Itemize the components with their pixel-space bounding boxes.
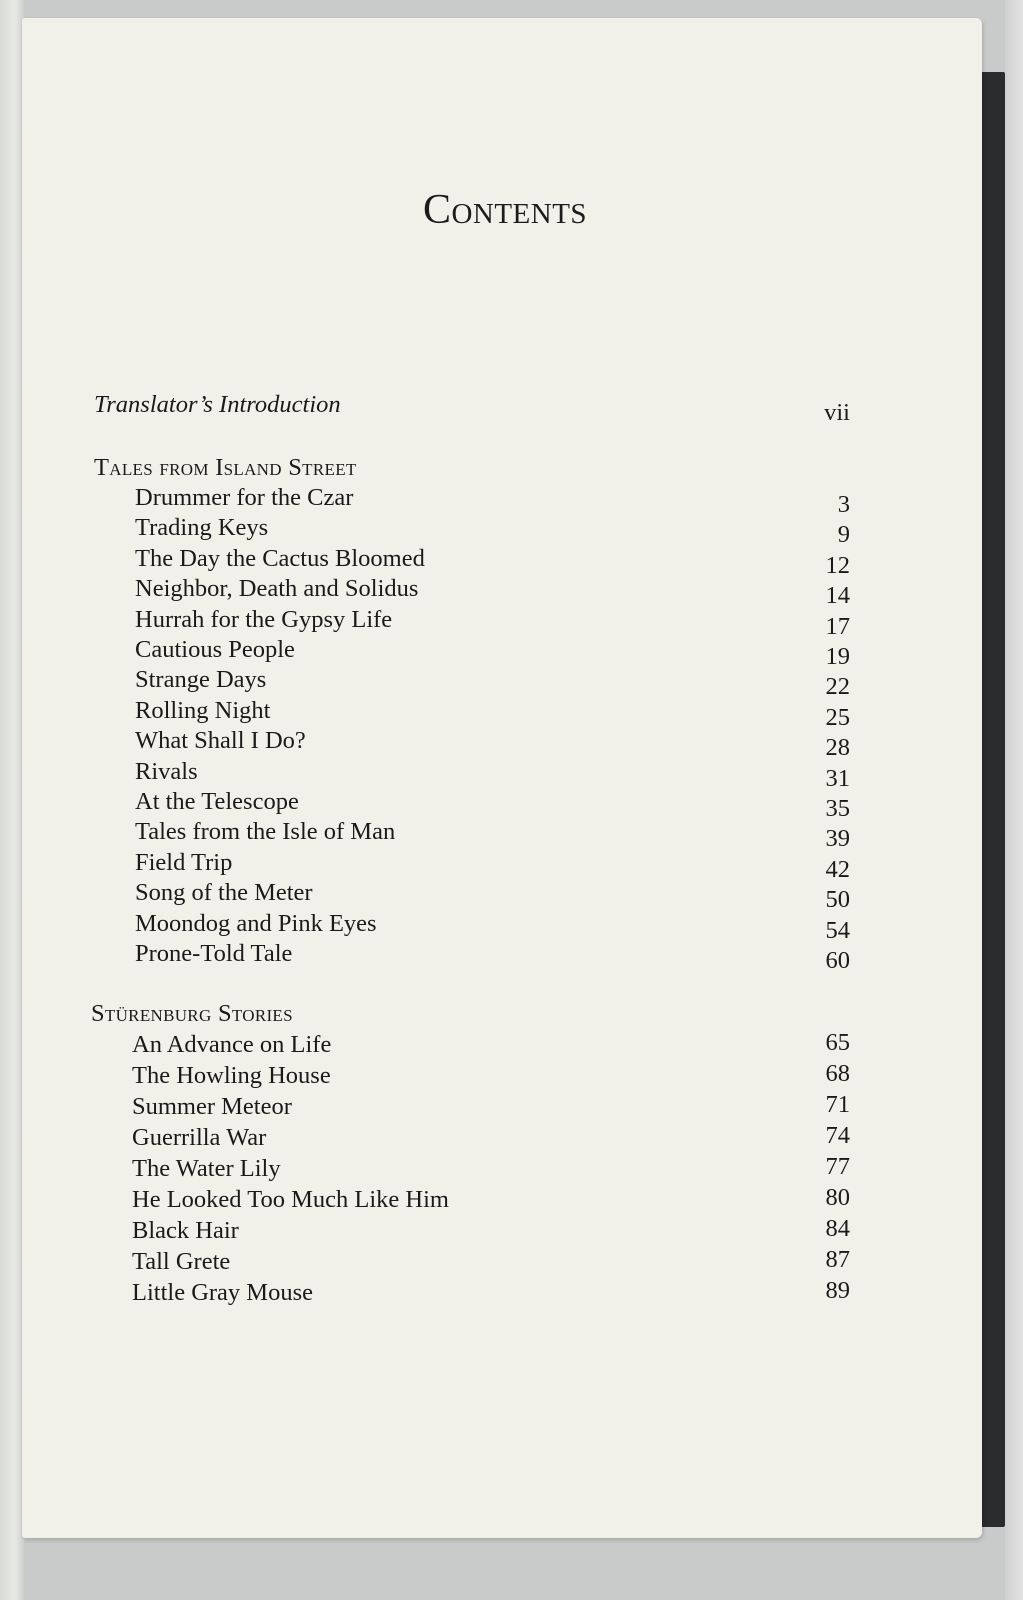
section-heading: Tales from Island Street (94, 454, 357, 481)
toc-entry-page-number: 9 (837, 521, 850, 549)
toc-entry-page-number: 87 (825, 1246, 850, 1273)
toc-entry-title: The Howling House (132, 1062, 331, 1089)
toc-entry-title: He Looked Too Much Like Him (132, 1186, 449, 1213)
toc-entry-page-number: 3 (837, 491, 850, 518)
toc-entry-page-number: 77 (825, 1153, 850, 1180)
toc-entry-title: Rolling Night (135, 696, 271, 724)
toc-entry-page-number: 22 (825, 673, 850, 701)
adjacent-page-edge (0, 0, 24, 1600)
toc-entry-page-number: 54 (825, 916, 850, 944)
toc-entry-page-number: 17 (825, 612, 850, 640)
toc-entry-title: Rivals (135, 757, 198, 785)
toc-entry-title: Moondog and Pink Eyes (135, 909, 377, 937)
toc-entry-page-number: 80 (825, 1184, 850, 1211)
section-heading: Stürenburg Stories (91, 1000, 293, 1027)
toc-entry-title: Song of the Meter (135, 879, 313, 907)
toc-entry-page-number: 65 (825, 1029, 850, 1056)
toc-entry-title: Summer Meteor (132, 1093, 292, 1120)
background-edge (1005, 0, 1023, 1600)
toc-entry-page-number: 28 (825, 734, 850, 762)
toc-entry-title: Field Trip (135, 848, 233, 876)
toc-entry-title: Black Hair (132, 1217, 239, 1244)
intro-page-number: vii (824, 399, 850, 426)
toc-entry-title: Little Gray Mouse (132, 1279, 313, 1306)
contents-page (22, 18, 982, 1538)
toc-entry-page-number: 68 (825, 1060, 850, 1087)
toc-entry-page-number: 60 (825, 947, 850, 974)
toc-entry-title: The Water Lily (132, 1155, 281, 1182)
page-title: Contents (422, 187, 588, 233)
toc-entry-page-number: 19 (825, 643, 850, 670)
toc-entry-title: Cautious People (135, 636, 295, 663)
toc-entry-page-number: 12 (825, 551, 850, 579)
toc-entry-title: Guerrilla War (132, 1124, 267, 1151)
toc-entry-title: Tall Grete (132, 1248, 231, 1275)
toc-entry-page-number: 74 (825, 1122, 850, 1149)
toc-entry-page-number: 25 (825, 703, 850, 731)
toc-entry-title: At the Telescope (135, 788, 299, 815)
toc-entry-page-number: 50 (825, 886, 850, 914)
toc-entry-page-number: 35 (825, 795, 850, 822)
toc-entry-title: Hurrah for the Gypsy Life (135, 605, 393, 633)
toc-entry-title: Tales from the Isle of Man (135, 818, 396, 846)
toc-entry-title: Drummer for the Czar (135, 484, 354, 511)
toc-entry-title: What Shall I Do? (135, 727, 306, 755)
intro-label: Translator’s Introduction (94, 391, 341, 418)
toc-entry-page-number: 14 (825, 582, 850, 610)
toc-entry-title: Strange Days (135, 666, 267, 694)
toc-entry-page-number: 39 (825, 825, 850, 853)
toc-entry-title: An Advance on Life (132, 1031, 332, 1058)
toc-entry-page-number: 71 (825, 1091, 850, 1118)
toc-entry-title: Prone-Told Tale (135, 940, 293, 967)
toc-entry-page-number: 89 (825, 1277, 850, 1304)
toc-entry-page-number: 31 (825, 764, 850, 792)
toc-entry-page-number: 42 (825, 855, 850, 883)
toc-entry-title: The Day the Cactus Bloomed (135, 544, 425, 572)
toc-entry-page-number: 84 (825, 1215, 850, 1242)
toc-entry-title: Trading Keys (135, 514, 269, 542)
toc-entry-title: Neighbor, Death and Solidus (135, 575, 419, 603)
